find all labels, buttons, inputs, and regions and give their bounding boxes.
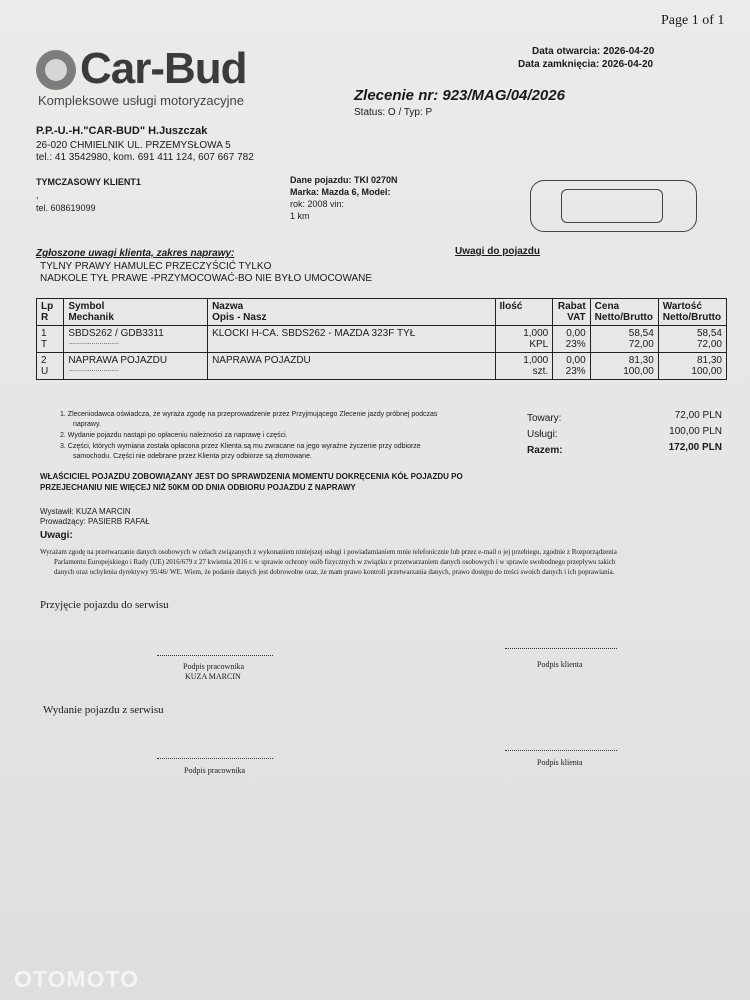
worker2-signature-label: Podpis pracownika <box>184 766 246 775</box>
row-qty <box>495 326 553 353</box>
header-name-label: Nazwa <box>212 301 244 312</box>
worker2-signature-line <box>157 758 273 759</box>
header-lp-label: Lp <box>41 301 54 312</box>
client-signature-label: Podpis klienta <box>537 660 583 669</box>
total-value: 172,00 PLN <box>668 442 722 453</box>
services-label: Usługi: <box>527 429 558 440</box>
row-r-value: U <box>41 366 49 377</box>
row-value-net: 81,30 <box>696 355 722 366</box>
car-diagram-icon <box>530 180 697 232</box>
row-value-gross: 72,00 <box>696 339 722 350</box>
client-signature-line <box>505 648 617 649</box>
row-value <box>658 326 726 353</box>
table-header-row <box>37 299 727 326</box>
row-price-net: 81,30 <box>628 355 654 366</box>
remarks-heading: Zgłoszone uwagi klienta, zakres naprawy: <box>36 248 235 259</box>
services-value: 100,00 PLN <box>669 426 722 437</box>
row-symbol <box>64 326 208 353</box>
note-2: 2. Wydanie pojazdu nastąpi po opłaceniu należności za naprawę i części. <box>60 432 288 439</box>
row-name: KLOCKI H-CA. SBDS262 - MAZDA 323F TYŁ <box>208 326 495 353</box>
header-symbol-label: Symbol <box>68 301 105 312</box>
row-rabat <box>553 326 590 353</box>
items-table <box>36 298 727 380</box>
open-date: Data otwarcia: 2026-04-20 <box>532 46 655 57</box>
header-lp <box>37 299 64 326</box>
consent-line-1: Wyrażam zgodę na przetwarzanie danych osobowych w celach związanych z wykonaniem niniejszej usługi i powiadamianiem mnie telefonicznie lub przez e-mail o jej przebiegu, zgodnie z Rozporządzenia <box>40 548 617 556</box>
lead-by: Prowadzący: PASIERB RAFAŁ <box>40 517 150 526</box>
table-row <box>37 353 727 380</box>
client-comma: , <box>36 190 39 200</box>
row-price-gross: 100,00 <box>623 366 654 377</box>
worker-signature-name: KUZA MARCIN <box>185 672 241 681</box>
release-title: Wydanie pojazdu z serwisu <box>43 704 164 716</box>
consent-line-2: Parlamentu Europejskiego i Rady (UE) 2016/679 z 27 kwietnia 2016 r. w sprawie ochrony osób fizycznych w związku z przetwarzaniem danych osobowych i w sprawie swobodnego przepływu takich <box>54 558 616 566</box>
goods-label: Towary: <box>527 413 562 424</box>
row-symbol-value: SBDS262 / GDB3311 <box>68 328 164 339</box>
row-rabat <box>553 353 590 380</box>
note-3b: samochodu. Części nie odebrane przez Klienta przy odbiorze są złomowane. <box>73 453 312 460</box>
header-name <box>208 299 495 326</box>
row-unit-value: KPL <box>529 339 549 350</box>
company-phones: tel.: 41 3542980, kom. 691 411 124, 607 667 782 <box>36 152 254 163</box>
header-value-label: Wartość <box>662 301 702 312</box>
row-symbol-value: NAPRAWA POJAZDU <box>68 355 168 366</box>
company-logo <box>36 44 274 110</box>
row-rabat-value: 0,00 <box>566 355 586 366</box>
client2-signature-label: Podpis klienta <box>537 758 583 767</box>
company-address: 26-020 CHMIELNIK UL. PRZEMYSŁOWA 5 <box>36 140 231 151</box>
close-date: Data zamknięcia: 2026-04-20 <box>518 59 654 70</box>
header-mechanic-label: Mechanik <box>68 312 114 323</box>
row-qty-value: 1,000 <box>523 328 549 339</box>
vehicle-model: Marka: Mazda 6, Model: <box>290 187 391 197</box>
remarks-line-1: TYLNY PRAWY HAMULEC PRZECZYŚCIĆ TYLKO <box>40 261 272 272</box>
row-mechanic-value: .......................... <box>68 339 119 346</box>
row-mechanic-value: .......................... <box>68 366 119 373</box>
row-qty <box>495 353 553 380</box>
header-r-label: R <box>41 312 49 323</box>
logo-tagline: Kompleksowe usługi motoryzacyjne <box>38 93 244 108</box>
warning-line-2: PRZEJECHANIU NIE WIĘCEJ NIŻ 50KM OD DNIA ODBIORU POJAZDU Z NAPRAWY <box>40 483 356 492</box>
row-lp-value: 1 <box>41 328 47 339</box>
row-rabat-value: 0,00 <box>566 328 586 339</box>
worker-signature-line <box>157 655 273 656</box>
row-price-gross: 72,00 <box>628 339 654 350</box>
remarks-line-2: NADKOLE TYŁ PRAWE -PRZYMOCOWAĆ-BO NIE BYŁO UMOCOWANE <box>40 273 373 284</box>
header-qty-label: Ilość <box>499 301 523 312</box>
header-qty <box>495 299 553 326</box>
header-symbol <box>64 299 208 326</box>
row-lp <box>37 353 64 380</box>
consent-line-3: danych oraz uchylenia dyrektywy 95/46/ WE. Wiem, że podanie danych jest dobrowolne oraz, że mam prawo kontroli przetwarzania danych, prawo dostępu do treści swoich danych i ich poprawiania. <box>54 568 615 576</box>
client-name: TYMCZASOWY KLIENT1 <box>36 177 141 187</box>
row-vat-value: 23% <box>565 366 586 377</box>
row-value-net: 58,54 <box>696 328 722 339</box>
remarks-label: Uwagi: <box>40 530 73 541</box>
logo-name: Car-Bud <box>80 44 247 93</box>
note-1: 1. Zleceniodawca oświadcza, że wyraża zgodę na przeprowadzenie przez Przyjmującego Zlecenie jazdy próbnej podczas <box>60 411 438 418</box>
row-price <box>590 353 658 380</box>
client2-signature-line <box>505 750 617 751</box>
row-value <box>658 353 726 380</box>
order-status: Status: O / Typ: P <box>354 107 433 118</box>
note-2-text: Wydanie pojazdu nastąpi po opłaceniu należności za naprawę i części. <box>67 432 288 439</box>
row-lp-value: 2 <box>41 355 47 366</box>
header-value-sub-label: Netto/Brutto <box>662 312 722 323</box>
vehicle-year: rok: 2008 vin: <box>290 199 345 209</box>
header-price-sub-label: Netto/Brutto <box>594 312 653 323</box>
row-qty-value: 1,000 <box>523 355 549 366</box>
otomoto-watermark: OTOMOTO <box>14 966 139 992</box>
header-rabat-label: Rabat <box>557 301 586 312</box>
row-symbol <box>64 353 208 380</box>
steering-wheel-icon <box>36 50 76 90</box>
row-vat-value: 23% <box>565 339 586 350</box>
header-value <box>658 299 726 326</box>
issued-by: Wystawił: KUZA MARCIN <box>40 507 131 516</box>
row-unit-value: szt. <box>532 366 549 377</box>
worker-signature-label: Podpis pracownika <box>183 662 245 671</box>
note-3: 3. Części, których wymiana została opłacona przez Klienta są mu zwracane na jego wyraźne życzenie przy odbiorze <box>60 443 421 450</box>
vehicle-mileage: 1 km <box>290 211 310 221</box>
note-1b: naprawy. <box>73 421 101 428</box>
row-r-value: T <box>41 339 48 350</box>
client-phone: tel. 608619099 <box>36 203 96 213</box>
total-label: Razem: <box>527 445 563 456</box>
row-price-net: 58,54 <box>628 328 654 339</box>
header-desc-label: Opis - Nasz <box>212 312 267 323</box>
note-3-text: Części, których wymiana została opłacona przez Klienta są mu zwracane na jego wyraźne życzenie przy odbiorze <box>67 443 421 450</box>
intake-title: Przyjęcie pojazdu do serwisu <box>40 599 169 611</box>
row-name: NAPRAWA POJAZDU <box>208 353 495 380</box>
note-1-text: Zleceniodawca oświadcza, że wyraża zgodę na przeprowadzenie przez Przyjmującego Zlecenie jazdy próbnej podczas <box>67 411 438 418</box>
page-number: Page 1 of 1 <box>661 13 725 28</box>
row-price <box>590 326 658 353</box>
table-row <box>37 326 727 353</box>
vehicle-notes-heading: Uwagi do pojazdu <box>455 246 540 257</box>
header-price-label: Cena <box>594 301 620 312</box>
header-vat-label: VAT <box>567 312 586 323</box>
row-value-gross: 100,00 <box>691 366 722 377</box>
warning-line-1: WŁAŚCICIEL POJAZDU ZOBOWIĄZANY JEST DO SPRAWDZENIA MOMENTU DOKRĘCENIA KÓŁ POJAZDU PO <box>40 472 463 481</box>
vehicle-plate: Dane pojazdu: TKI 0270N <box>290 175 398 185</box>
header-price <box>590 299 658 326</box>
company-name: P.P.-U.-H."CAR-BUD" H.Juszczak <box>36 125 208 137</box>
order-title: Zlecenie nr: 923/MAG/04/2026 <box>354 87 565 104</box>
row-lp <box>37 326 64 353</box>
header-rabat <box>553 299 590 326</box>
goods-value: 72,00 PLN <box>674 410 722 421</box>
